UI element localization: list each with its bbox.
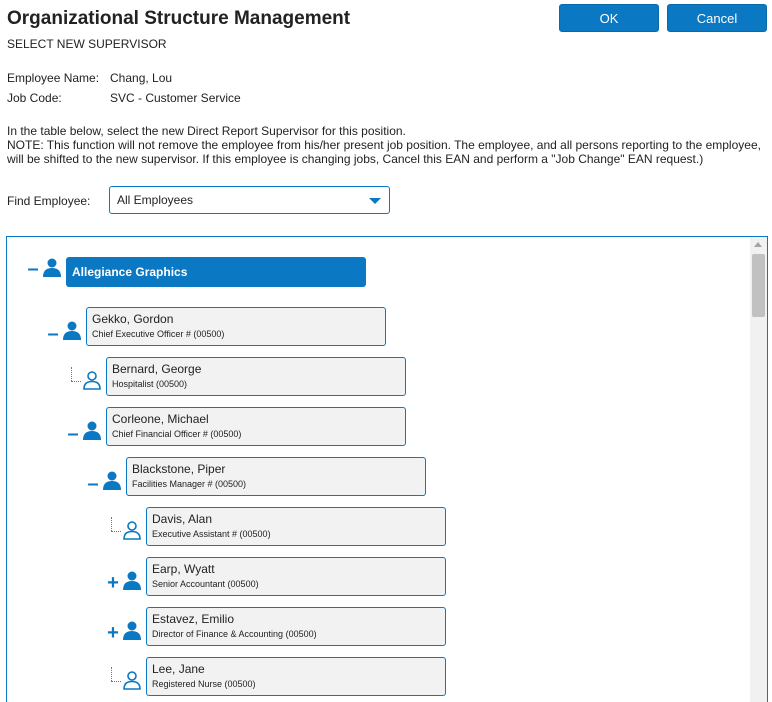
chevron-down-icon	[369, 198, 381, 204]
employee-name-value: Chang, Lou	[110, 71, 173, 85]
person-outline-icon	[82, 370, 102, 390]
employee-node[interactable]	[146, 607, 446, 646]
collapse-icon[interactable]: –	[47, 323, 59, 345]
expand-icon[interactable]: +	[107, 572, 119, 594]
org-root-node[interactable]: Allegiance Graphics	[66, 257, 366, 287]
tree-connector	[111, 517, 112, 531]
person-icon	[102, 470, 122, 490]
person-outline-icon	[122, 670, 142, 690]
employee-node-name: Corleone, Michael	[112, 412, 209, 426]
employee-node-job: Director of Finance & Accounting (00500)	[152, 629, 317, 639]
cancel-button[interactable]: Cancel	[667, 4, 767, 32]
tree-connector	[111, 531, 121, 532]
expand-icon[interactable]: +	[107, 622, 119, 644]
person-icon	[42, 257, 62, 277]
collapse-icon[interactable]: –	[67, 423, 79, 445]
person-icon	[122, 570, 142, 590]
page-subtitle: SELECT NEW SUPERVISOR	[7, 37, 167, 51]
org-tree-panel[interactable]	[6, 236, 768, 702]
person-outline-icon	[122, 520, 142, 540]
employee-node[interactable]	[106, 407, 406, 446]
job-code-label: Job Code:	[7, 91, 62, 105]
employee-node-name: Bernard, George	[112, 362, 202, 376]
person-icon	[82, 420, 102, 440]
employee-node-job: Facilities Manager # (00500)	[132, 479, 247, 489]
instructions-line: In the table below, select the new Direct Report Supervisor for this position.	[7, 124, 406, 138]
employee-node-job: Registered Nurse (00500)	[152, 679, 256, 689]
find-employee-select[interactable]	[109, 186, 390, 214]
employee-name-label: Employee Name:	[7, 71, 100, 85]
employee-node[interactable]	[126, 457, 426, 496]
employee-node[interactable]	[146, 657, 446, 696]
collapse-icon[interactable]: –	[87, 473, 99, 495]
tree-connector	[111, 667, 112, 681]
employee-node-name: Estavez, Emilio	[152, 612, 235, 626]
employee-node-name: Davis, Alan	[152, 512, 213, 526]
employee-node-name: Gekko, Gordon	[92, 312, 174, 326]
find-employee-selected: All Employees	[117, 193, 194, 207]
employee-node-name: Lee, Jane	[152, 662, 205, 676]
employee-node[interactable]	[86, 307, 386, 346]
page-title: Organizational Structure Management	[7, 8, 351, 29]
employee-node[interactable]	[146, 507, 446, 546]
employee-node-name: Blackstone, Piper	[132, 462, 226, 476]
instructions	[7, 124, 767, 166]
person-icon	[62, 320, 82, 340]
employee-node-job: Executive Assistant # (00500)	[152, 529, 271, 539]
tree-connector	[71, 381, 81, 382]
job-code-row	[7, 91, 241, 105]
scroll-up-arrow-icon[interactable]	[754, 242, 762, 247]
person-icon	[122, 620, 142, 640]
employee-node-job: Chief Executive Officer # (00500)	[92, 329, 225, 339]
employee-node[interactable]	[146, 557, 446, 596]
scroll-thumb[interactable]	[752, 254, 765, 317]
employee-node-job: Chief Financial Officer # (00500)	[112, 429, 242, 439]
tree-scrollbar[interactable]	[750, 237, 767, 702]
ok-button[interactable]: OK	[559, 4, 659, 32]
tree-connector	[111, 681, 121, 682]
employee-node-job: Senior Accountant (00500)	[152, 579, 259, 589]
employee-node[interactable]	[106, 357, 406, 396]
employee-node-name: Earp, Wyatt	[152, 562, 215, 576]
employee-name-row	[7, 71, 172, 85]
collapse-icon[interactable]: –	[27, 258, 39, 280]
employee-node-job: Hospitalist (00500)	[112, 379, 188, 389]
instructions-note: NOTE: This function will not remove the employee from his/her present job position. The employee, and all persons reporting to the employee, will be shifted to the new supervisor. If this employee is changing jobs, Cancel this EAN and perform a "Job Change" EAN request.)	[7, 138, 761, 166]
tree-connector	[71, 367, 72, 381]
find-employee-label: Find Employee:	[7, 194, 91, 208]
job-code-value: SVC - Customer Service	[110, 91, 241, 105]
